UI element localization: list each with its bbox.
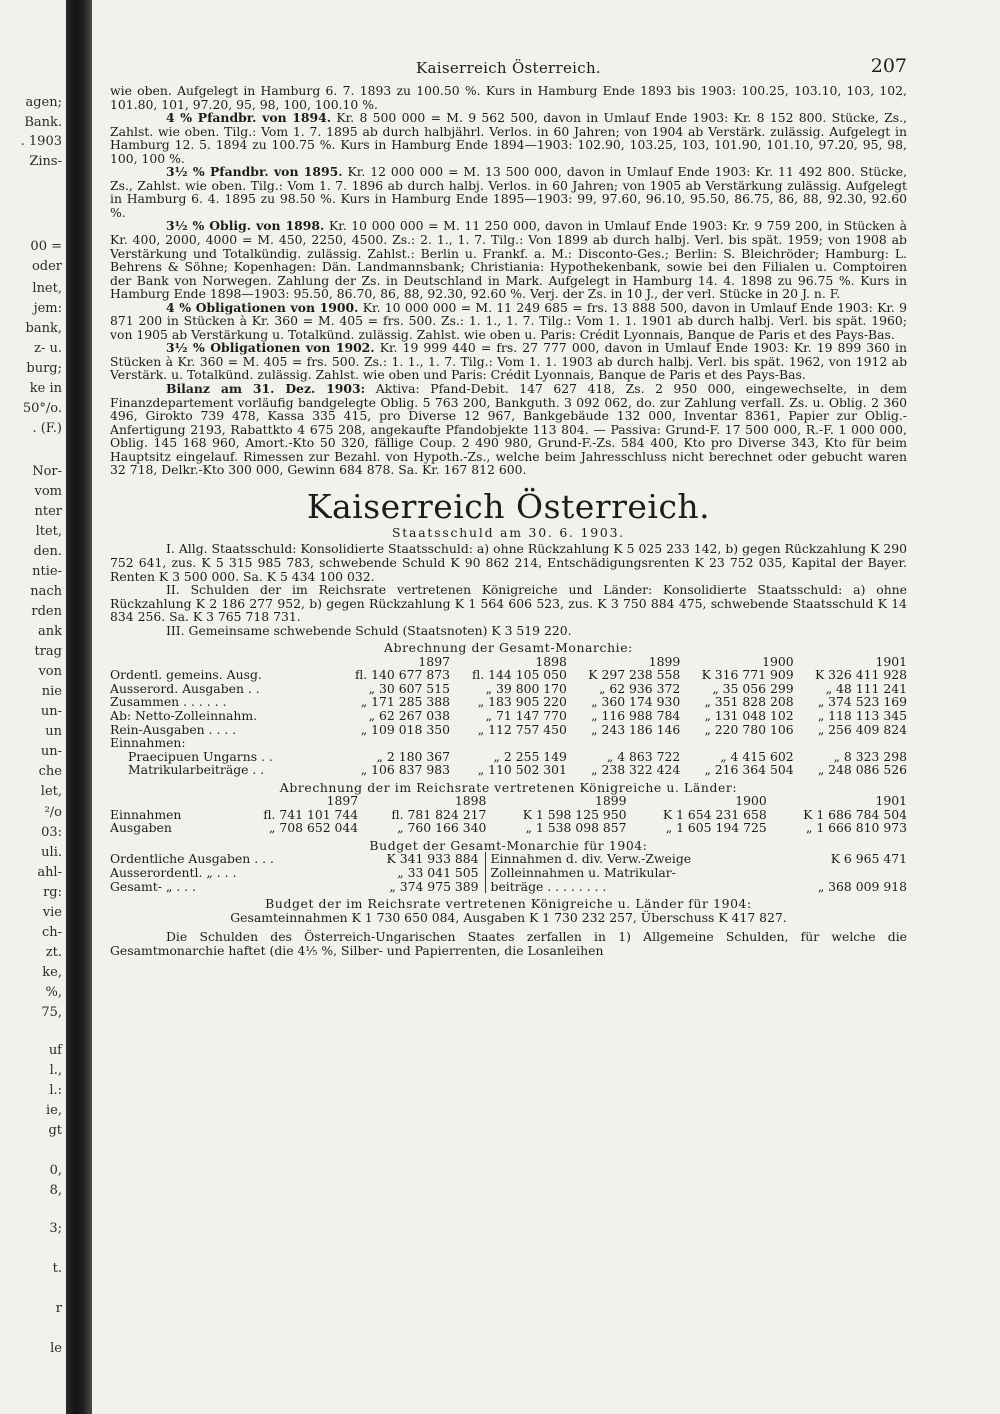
running-title: Kaiserreich Österreich. bbox=[415, 59, 601, 77]
running-header bbox=[110, 55, 907, 84]
facing-page-fragment: jem: bbox=[33, 301, 62, 316]
cell-value: K 1 654 231 658 bbox=[662, 806, 767, 822]
facing-page-fragment: vie bbox=[42, 905, 62, 920]
paragraph-pfandbr-1895 bbox=[110, 165, 907, 219]
budget-label: beiträge . . . . . . . . bbox=[485, 880, 779, 894]
cell-value: „ 48 111 241 bbox=[825, 680, 907, 696]
table-row bbox=[110, 695, 907, 709]
table-row bbox=[110, 821, 907, 835]
row-label: Ab: Netto-Zolleinnahm. bbox=[110, 707, 258, 723]
cell-value: „ 351 828 208 bbox=[704, 694, 794, 710]
facing-page-fragment: Nor- bbox=[32, 464, 62, 479]
facing-page-fragment: 3; bbox=[49, 1221, 62, 1236]
cell-value: „ 2 180 367 bbox=[376, 748, 450, 764]
cell-value: K 297 238 558 bbox=[588, 667, 681, 683]
facing-page-fragment: un bbox=[45, 724, 62, 739]
budget-reichsrat-caption: Budget der im Reichsrate vertretenen Königreiche u. Länder für 1904: bbox=[265, 896, 752, 912]
facing-page-fragment: z- u. bbox=[34, 341, 62, 356]
facing-page-fragment: 50°/o. bbox=[22, 401, 62, 416]
facing-page-fragment: ke in bbox=[29, 381, 62, 396]
entry-heading: 4 % Obligationen von 1900. bbox=[166, 299, 359, 315]
facing-page-fragment: l.: bbox=[49, 1083, 62, 1098]
section-subtitle: Staatsschuld am 30. 6. 1903. bbox=[391, 524, 626, 540]
table-row bbox=[110, 709, 907, 723]
budget-1904-table bbox=[110, 852, 907, 893]
facing-page-fragment: ank bbox=[37, 624, 62, 639]
cell-value: „ 248 086 526 bbox=[817, 762, 907, 778]
facing-page-fragment: ltet, bbox=[35, 524, 62, 539]
page-number: 207 bbox=[870, 55, 907, 77]
paragraph-laender-schulden: II. Schulden der im Reichsrate vertretenen Königreiche und Länder: Konsolidierte Staatsschuld: a) ohne Rückzahlung K 2 186 277 952, b) gegen Rückzahlung K 1 564 606 523, zus. K 3 750 884 475, schwebende Staatsschuld K 14 834 256. Sa. K 3 765 718 731. bbox=[110, 582, 907, 625]
monarchie-caption: Abrechnung der Gesamt-Monarchie: bbox=[384, 640, 633, 656]
facing-page-fragments bbox=[0, 0, 66, 1414]
year-header: 1900 bbox=[762, 653, 794, 669]
laender-caption: Abrechnung der im Reichsrate vertretenen Königreiche u. Länder: bbox=[279, 779, 738, 795]
paragraph-pfandbr-1894 bbox=[110, 111, 907, 165]
cell-value: „ 2 255 149 bbox=[493, 748, 567, 764]
section-title: Kaiserreich Österreich. bbox=[306, 486, 711, 526]
cell-value: „ 62 267 038 bbox=[368, 707, 450, 723]
facing-page-fragment: ahl- bbox=[37, 865, 62, 880]
cell-value: „ 110 502 301 bbox=[477, 762, 567, 778]
entry-text: Kr. 10 000 000 = M. 11 249 685 = frs. 13 888 500, davon in Umlauf Ende 1903: Kr. 9 871 200 in Stücken à Kr. 360 = M. 405 = frs. 500. Zs.: 1. 1., 1. 7. Tilg.: Vom 1. 1. 1901 ab durch halbj. Verl. bis spät. 1960; von 1905 ab Verstärkung u. Totalkünd. zulässig. Zahlst. wie oben u. Paris: Crédit Lyonnais, Banque de Paris et des Pays-Bas. bbox=[110, 299, 907, 342]
income-label: Einnahmen: bbox=[110, 735, 186, 751]
laender-table bbox=[110, 794, 907, 835]
table-row bbox=[110, 763, 907, 777]
paragraph-schulden-overview: Die Schulden des Österreich-Ungarischen Staates zerfallen in 1) Allgemeine Schulden, für welche die Gesamtmonarchie haftet (die 4⅕ %, Silber- und Papierrenten, die Losanleihen bbox=[110, 929, 907, 958]
budget-1904-caption: Budget der Gesamt-Monarchie für 1904: bbox=[369, 837, 648, 853]
facing-page-fragment: l., bbox=[49, 1063, 62, 1078]
cell-value: „ 1 605 194 725 bbox=[665, 820, 767, 836]
cell-value: „ 708 652 044 bbox=[269, 820, 359, 836]
entry-text: Kr. 12 000 000 = M. 13 500 000, davon in Umlauf Ende 1903: Kr. 11 492 800. Stücke, Zs., Zahlst. wie oben. Tilg.: Vom 1. 7. 1896 ab durch halbj. Verlos. in 60 Jahren; von 1905 ab Verstärkung zulässig. Aufgelegt in Hamburg 6. 4. 1895 zu 98.50 %. Kurs in Hamburg Ende 1895—1903: 99, 97.60, 96.10, 95.50, 86.75, 86, 88, 92.30, 92.60 %. bbox=[110, 164, 908, 220]
budget-value bbox=[780, 866, 907, 880]
entry-heading: 3½ % Pfandbr. von 1895. bbox=[166, 164, 343, 180]
cell-value: „ 256 409 824 bbox=[817, 721, 907, 737]
budget-label: Zolleinnahmen u. Matrikular- bbox=[485, 866, 779, 880]
cell-value: fl. 741 101 744 bbox=[263, 806, 359, 822]
table-row bbox=[110, 852, 907, 866]
table-header-row bbox=[110, 655, 907, 669]
facing-page-fragment: r bbox=[55, 1301, 62, 1316]
facing-page-fragment: lnet, bbox=[32, 281, 62, 296]
budget-label: Gesamt- „ . . . bbox=[110, 878, 196, 894]
entry-text: Kr. 8 500 000 = M. 9 562 500, davon in Umlauf Ende 1903: Kr. 8 152 800. Stücke, Zs., Zahlst. wie oben. Tilg.: Vom 1. 7. 1895 ab durch halbjährl. Verlos. in 60 Jahren; von 1904 ab Verstärk. zulässig. Aufgelegt in Hamburg 12. 5. 1894 zu 100.75 %. Kurs in Hamburg Ende 1894—1903: 102.90, 103.25, 103, 101.90, 101.10, 97.20, 95, 98, 100, 100 %. bbox=[110, 110, 907, 166]
facing-page-fragment: un- bbox=[40, 704, 62, 719]
budget-value: K 6 965 471 bbox=[830, 851, 907, 867]
entry-text: Kr. 10 000 000 = M. 11 250 000, davon in Umlauf Ende 1903: Kr. 9 759 200, in Stücken à Kr. 400, 2000, 4000 = M. 450, 2250, 4500. Zs.: 2. 1., 1. 7. Tilg.: Von 1899 ab durch halbj. Verl. bis spät. 1959; von 1908 ab Verstärkung und Totalkündig. zulässig. Zahlst.: Berlin u. Frankf. a. M.: Disconto-Ges.; Berlin: S. Bleichröder; Hamburg: L. Behrens & Söhne; Kopenhagen: Dän. Landmannsbank; Christiania: Hypothekenbank, sowie bei den Filialen u. Comptoiren der Bank von Norwegen. Zahlung der Zs. in Deutschland in Mark. Aufgelegt in Hamburg 14. 4. 1898 zu 96.75 %. Kurs in Hamburg Ende 1898—1903: 95.50, 86.70, 86, 88, 92.30, 92.60 %. Verj. der Zs. in 10 J., der verl. Stücke in 20 J. n. F. bbox=[110, 218, 907, 302]
facing-page-fragment: 0, bbox=[49, 1163, 62, 1178]
row-label: Zusammen . . . . . . bbox=[110, 694, 227, 710]
year-header: 1898 bbox=[454, 793, 487, 809]
facing-page-fragment: nach bbox=[30, 584, 62, 599]
facing-page-fragment: ²/o bbox=[44, 805, 62, 820]
facing-page-fragment: den. bbox=[33, 544, 62, 559]
cell-value: „ 243 186 146 bbox=[591, 721, 681, 737]
paragraph-1893-continued: wie oben. Aufgelegt in Hamburg 6. 7. 1893 zu 100.50 %. Kurs in Hamburg Ende 1893 bis 1903: 100.25, 103.10, 103, 102, 101.80, 101, 97.20, 95, 98, 100, 100.10 %. bbox=[110, 83, 907, 112]
budget-value: „ 33 041 505 bbox=[397, 864, 479, 880]
year-header: 1900 bbox=[735, 793, 767, 809]
budget-reichsrat-line: Gesamteinnahmen K 1 730 650 084, Ausgaben K 1 730 232 257, Überschuss K 417 827. bbox=[230, 909, 787, 925]
budget-label: Ausserordentl. „ . . . bbox=[110, 864, 237, 880]
cell-value: „ 116 988 784 bbox=[591, 707, 681, 723]
facing-page-fragment: 00 = bbox=[30, 239, 62, 254]
facing-page-fragment: gt bbox=[48, 1123, 62, 1138]
facing-page-fragment: uf bbox=[48, 1043, 62, 1058]
cell-value: „ 109 018 350 bbox=[360, 721, 450, 737]
budget-label: Einnahmen d. div. Verw.-Zweige bbox=[485, 852, 779, 866]
cell-value: fl. 144 105 050 bbox=[471, 667, 567, 683]
cell-value: „ 220 780 106 bbox=[704, 721, 794, 737]
cell-value: „ 238 322 424 bbox=[591, 762, 681, 778]
cell-value: „ 8 323 298 bbox=[833, 748, 907, 764]
table-row bbox=[110, 668, 907, 682]
facing-page-fragment: nie bbox=[41, 684, 62, 699]
facing-page-fragment: %, bbox=[45, 985, 62, 1000]
table-row bbox=[110, 750, 907, 764]
facing-page-fragment: . 1903 bbox=[20, 134, 62, 149]
paragraph-allg-staatsschuld: I. Allg. Staatsschuld: Konsolidierte Staatsschuld: a) ohne Rückzahlung K 5 025 233 142, b) gegen Rückzahlung K 290 752 641, zus. K 5 315 985 783, schwebende Schuld K 90 862 214, Entschädigungsrenten K 23 752 035, Kapital der Bayer. Renten K 3 500 000. Sa. K 5 434 100 032. bbox=[110, 541, 907, 584]
table-row bbox=[110, 723, 907, 737]
cell-value: „ 216 364 504 bbox=[704, 762, 794, 778]
entry-heading: 3½ % Obligationen von 1902. bbox=[166, 340, 375, 356]
facing-page-fragment: rden bbox=[31, 604, 62, 619]
paragraph-oblig-1898 bbox=[110, 219, 907, 300]
entry-heading: 4 % Pfandbr. von 1894. bbox=[166, 110, 332, 126]
budget-value: „ 368 009 918 bbox=[817, 878, 907, 894]
facing-page-fragment: rg: bbox=[43, 885, 62, 900]
cell-value: „ 118 113 345 bbox=[817, 707, 907, 723]
facing-page-fragment: oder bbox=[31, 259, 62, 274]
row-label: Ausgaben bbox=[110, 820, 172, 836]
facing-page-fragment: un- bbox=[40, 744, 62, 759]
facing-page-fragment: Zins- bbox=[29, 154, 62, 169]
cell-value: „ 71 147 770 bbox=[485, 707, 567, 723]
book-spine bbox=[66, 0, 92, 1414]
year-header: 1901 bbox=[875, 793, 907, 809]
table-row bbox=[110, 736, 907, 750]
facing-page-fragment: 75, bbox=[41, 1005, 62, 1020]
facing-page-fragment: nter bbox=[34, 504, 62, 519]
facing-page-fragment: ke, bbox=[42, 965, 62, 980]
cell-value: „ 131 048 102 bbox=[704, 707, 794, 723]
facing-page-fragment: zt. bbox=[45, 945, 62, 960]
year-header: 1897 bbox=[418, 653, 450, 669]
cell-value: K 326 411 928 bbox=[814, 667, 907, 683]
row-label: Ordentl. gemeins. Ausg. bbox=[110, 667, 262, 683]
cell-value: „ 360 174 930 bbox=[591, 694, 681, 710]
page bbox=[110, 55, 908, 958]
facing-page-fragment: trag bbox=[34, 644, 62, 659]
cell-value: „ 112 757 450 bbox=[477, 721, 567, 737]
year-header: 1898 bbox=[535, 653, 567, 669]
facing-page-fragment: ie, bbox=[46, 1103, 62, 1118]
facing-page-fragment: . (F.) bbox=[32, 421, 62, 436]
row-label: Matrikularbeiträge . . bbox=[128, 762, 265, 778]
facing-page-fragment: 03: bbox=[41, 825, 62, 840]
row-label: Rein-Ausgaben . . . . bbox=[110, 721, 237, 737]
cell-value: „ 1 538 098 857 bbox=[525, 820, 627, 836]
cell-value: „ 39 800 170 bbox=[485, 680, 567, 696]
cell-value: „ 171 285 388 bbox=[360, 694, 450, 710]
year-header: 1897 bbox=[326, 793, 359, 809]
entry-heading: 3½ % Oblig. von 1898. bbox=[166, 218, 325, 234]
cell-value: „ 760 166 340 bbox=[397, 820, 487, 836]
cell-value: fl. 140 677 873 bbox=[355, 667, 450, 683]
entry-heading: Bilanz am 31. Dez. 1903: bbox=[166, 381, 366, 397]
cell-value: „ 4 415 602 bbox=[720, 748, 794, 764]
table-row bbox=[110, 682, 907, 696]
paragraph-bilanz-1903 bbox=[110, 382, 907, 477]
year-header: 1899 bbox=[648, 653, 681, 669]
cell-value: „ 374 523 169 bbox=[817, 694, 907, 710]
facing-page-fragment: 8, bbox=[49, 1183, 62, 1198]
entry-text: Aktiva: Pfand-Debit. 147 627 418, Zs. 2 950 000, eingewechselte, in dem Finanzdepartement vorläufig bandgelegte Oblig. 5 763 200, Bankguth. 3 092 062, do. zur Zahlung verfall. Zs. u. Oblig. 2 360 496, Girokto 739 478, Kassa 335 415, pro Diverse 12 967, Bankgebäude 132 000, Inventar 8361, Papier zur Oblig.-Anfertigung 2193, Rabattkto 4 675 208, angekaufte Pfandobjekte 113 804. — Passiva: Grund-F. 17 500 000, R.-F. 1 000 000, Oblig. 145 168 960, Amort.-Kto 50 320, fällige Coup. 2 490 980, Grund-F.-Zs. 584 400, Kto pro Diverse 343, Kto für beim Hauptsitz eingelauf. Rimessen zur Bezahl. von Hypoth.-Zs., welche beim Jahresschluss nicht berechnet oder gebucht waren 32 718, Delkr.-Kto 300 000, Gewinn 684 878. Sa. Kr. 167 812 600. bbox=[110, 381, 908, 478]
cell-value: „ 106 837 983 bbox=[360, 762, 450, 778]
facing-page-fragment: le bbox=[50, 1341, 62, 1356]
paragraph-oblig-1900 bbox=[110, 301, 907, 342]
budget-label: Ordentliche Ausgaben . . . bbox=[110, 851, 274, 867]
cell-value: K 1 686 784 504 bbox=[803, 806, 907, 822]
facing-page-fragment: bank, bbox=[25, 321, 62, 336]
row-label: Einnahmen bbox=[110, 806, 182, 822]
facing-page-fragment: vom bbox=[34, 484, 62, 499]
cell-value: K 1 598 125 950 bbox=[522, 806, 627, 822]
table-header-row bbox=[110, 794, 907, 808]
table-row bbox=[110, 808, 907, 822]
facing-page-fragment: agen; bbox=[25, 95, 62, 110]
year-header: 1899 bbox=[595, 793, 627, 809]
facing-page-fragment: let, bbox=[40, 784, 62, 799]
cell-value: fl. 781 824 217 bbox=[391, 806, 487, 822]
facing-page-fragment: che bbox=[38, 764, 62, 779]
table-row bbox=[110, 866, 907, 880]
paragraph-oblig-1902 bbox=[110, 341, 907, 382]
budget-value: „ 374 975 389 bbox=[389, 878, 479, 894]
cell-value: „ 30 607 515 bbox=[368, 680, 450, 696]
cell-value: „ 183 905 220 bbox=[477, 694, 567, 710]
entry-text: Kr. 19 999 440 = frs. 27 777 000, davon in Umlauf Ende 1903: Kr. 19 899 360 in Stücken à Kr. 360 = M. 405 = frs. 500. Zs.: 1. 1., 1. 7. Tilg.: Vom 1. 1. 1903 ab durch halbj. Verl. bis spät. 1962, von 1912 ab Verstärk. u. Totalkünd. zulässig. Zahlst. wie oben und Paris: Crédit Lyonnais, Banque de Paris et des Pays-Bas. bbox=[110, 340, 907, 383]
cell-value: K 316 771 909 bbox=[701, 667, 794, 683]
year-header: 1901 bbox=[875, 653, 907, 669]
row-label: Praecipuen Ungarns . . bbox=[128, 748, 273, 764]
cell-value: „ 35 056 299 bbox=[712, 680, 794, 696]
cell-value: „ 62 936 372 bbox=[598, 680, 681, 696]
facing-page-fragment: uli. bbox=[41, 845, 62, 860]
facing-page-fragment: ntie- bbox=[32, 564, 62, 579]
facing-page-fragment: burg; bbox=[26, 361, 62, 376]
facing-page-fragment: t. bbox=[52, 1261, 62, 1276]
facing-page-fragment: von bbox=[38, 664, 62, 679]
table-row bbox=[110, 880, 907, 894]
cell-value: „ 4 863 722 bbox=[606, 748, 681, 764]
budget-value: K 341 933 884 bbox=[386, 851, 479, 867]
facing-page-fragment: Bank. bbox=[24, 115, 62, 130]
monarchie-table bbox=[110, 655, 907, 777]
facing-page-fragment: ch- bbox=[41, 925, 62, 940]
paragraph-gemeinsame-schuld: III. Gemeinsame schwebende Schuld (Staatsnoten) K 3 519 220. bbox=[166, 622, 572, 638]
cell-value: „ 1 666 810 973 bbox=[805, 820, 907, 836]
row-label: Ausserord. Ausgaben . . bbox=[110, 680, 260, 696]
